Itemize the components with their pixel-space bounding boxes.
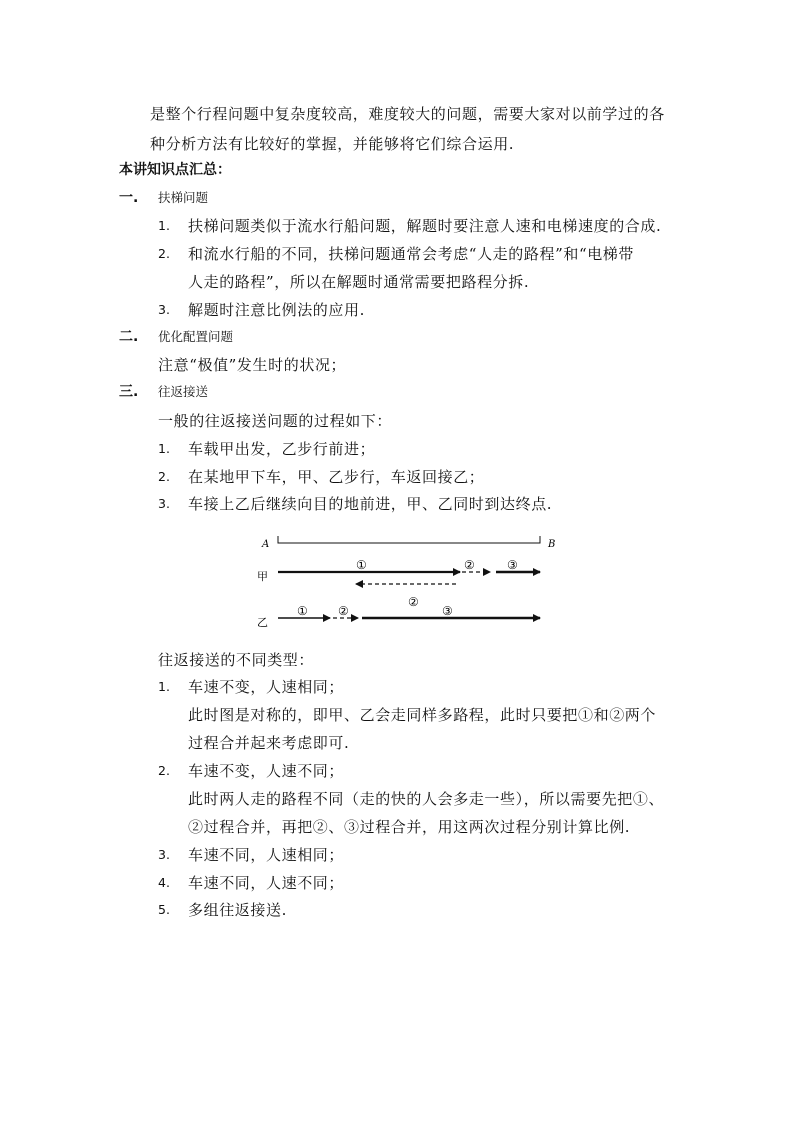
row1-c2: ②	[464, 558, 475, 572]
row1-label: 甲	[257, 570, 268, 583]
s3-item-1-num: 1.	[158, 441, 170, 456]
type-4-num: 4.	[158, 875, 170, 890]
label-a: A	[262, 539, 270, 550]
intro-line-2: 种分析方法有比较好的掌握，并能够将它们综合运用.	[150, 135, 515, 153]
section-3-title: 往返接送	[158, 384, 209, 399]
type-2-num: 2.	[158, 763, 170, 778]
type-3-num: 3.	[158, 847, 170, 862]
s3-item-1-text: 车载甲出发，乙步行前进；	[188, 440, 376, 458]
type-2-text: 车速不变，人速不同；	[188, 762, 345, 780]
s1-item-3-num: 3.	[158, 302, 170, 317]
type-1-num: 1.	[158, 679, 170, 694]
section-2-number: 二.	[119, 329, 139, 345]
row2-label: 乙	[257, 616, 268, 629]
shuttle-diagram	[250, 530, 560, 630]
row2-c2: ②	[338, 604, 349, 618]
type-1-text: 车速不变，人速相同；	[188, 678, 345, 696]
type-3-text: 车速不同，人速相同；	[188, 846, 345, 864]
section-2-title: 优化配置问题	[158, 329, 234, 344]
s1-item-2-cont: 人走的路程”，所以在解题时通常需要把路程分拆.	[188, 273, 530, 291]
label-b: B	[548, 539, 556, 550]
type-2-detail-2: ②过程合并，再把②、③过程合并，用这两次过程分别计算比例.	[188, 818, 631, 836]
row1-c1: ①	[356, 558, 367, 572]
intro-line-1: 是整个行程问题中复杂度较高，难度较大的问题，需要大家对以前学过的各	[150, 105, 665, 123]
section-3-intro: 一般的往返接送问题的过程如下：	[158, 412, 393, 430]
section-3-number: 三.	[119, 384, 139, 400]
row1-c3: ③	[507, 558, 518, 572]
s1-item-3-text: 解题时注意比例法的应用.	[188, 301, 365, 319]
type-4-text: 车速不同，人速不同；	[188, 874, 345, 892]
row2-mid-c2: ②	[408, 595, 419, 609]
s3-item-3-num: 3.	[158, 496, 170, 511]
s1-item-2-text: 和流水行船的不同，扶梯问题通常会考虑“人走的路程”和“电梯带	[188, 245, 635, 263]
summary-heading: 本讲知识点汇总：	[119, 162, 231, 178]
s3-item-2-num: 2.	[158, 469, 170, 484]
types-heading: 往返接送的不同类型：	[158, 651, 315, 669]
type-5-num: 5.	[158, 902, 170, 917]
s1-item-1-num: 1.	[158, 218, 170, 233]
ab-bracket	[278, 536, 540, 543]
type-1-detail-2: 过程合并起来考虑即可.	[188, 734, 350, 752]
section-1-number: 一.	[119, 190, 139, 206]
section-2-note: 注意“极值”发生时的状况；	[158, 356, 347, 374]
s3-item-2-text: 在某地甲下车，甲、乙步行，车返回接乙；	[188, 468, 485, 486]
type-2-detail-1: 此时两人走的路程不同（走的快的人会多走一些），所以需要先把①、	[188, 790, 665, 808]
section-1-title: 扶梯问题	[158, 190, 209, 205]
s1-item-1-text: 扶梯问题类似于流水行船问题，解题时要注意人速和电梯速度的合成.	[188, 217, 662, 235]
row2-c1: ①	[297, 604, 308, 618]
row2-c3: ③	[442, 604, 453, 618]
type-1-detail-1: 此时图是对称的，即甲、乙会走同样多路程，此时只要把①和②两个	[188, 706, 657, 724]
s3-item-3-text: 车接上乙后继续向目的地前进，甲、乙同时到达终点.	[188, 495, 553, 513]
s1-item-2-num: 2.	[158, 246, 170, 261]
type-5-text: 多组往返接送.	[188, 901, 287, 919]
